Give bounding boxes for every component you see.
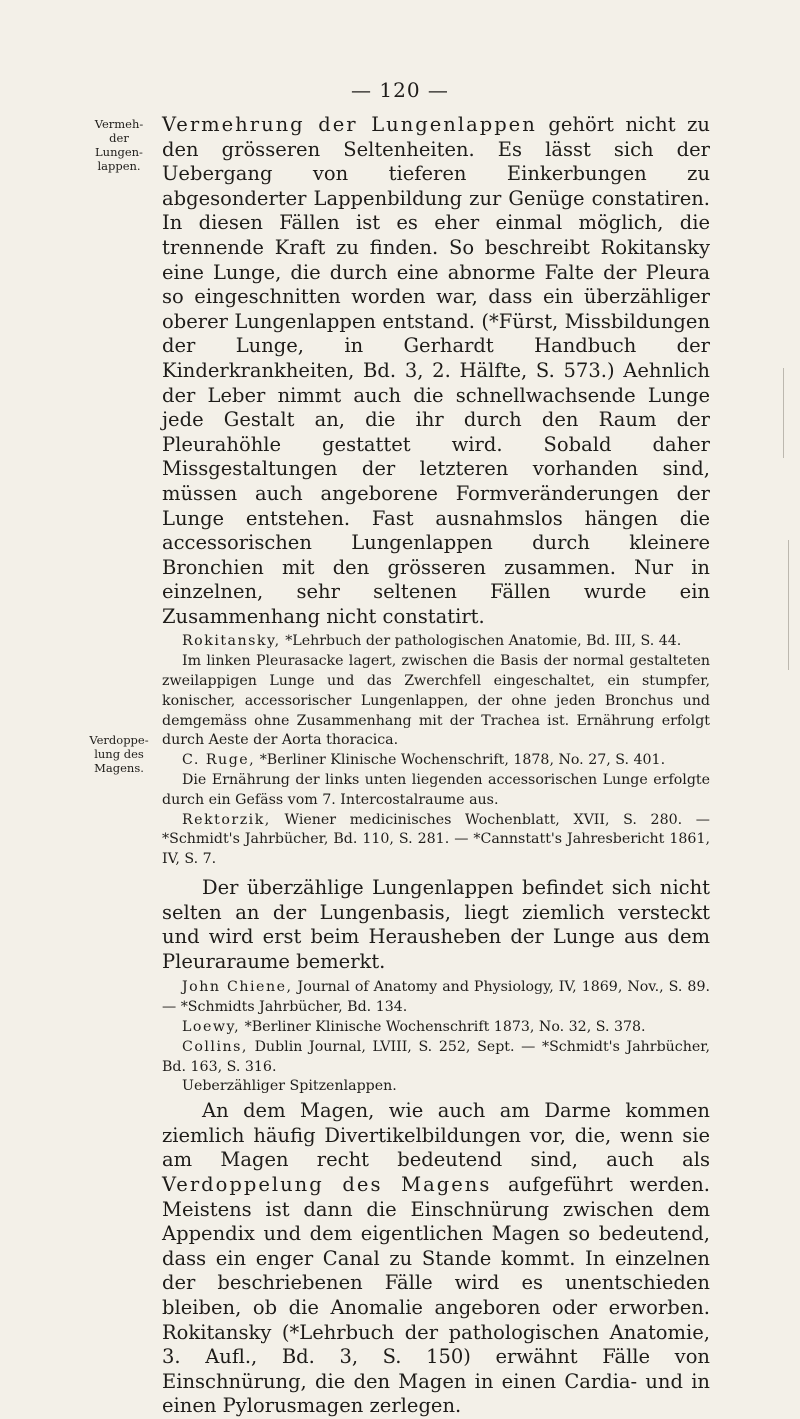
reference-text: Journal of Anatomy and Physiology, IV, 1869, Nov., S. 89. — *Schmidts Jahrbücher, Bd. 134. (162, 979, 710, 1016)
paragraph-text: aufgeführt werden. Meistens ist dann die Einschnürung zwischen dem Appendix und dem eigentlichen Magen so bedeutend, dass ein enger Canal zu Stande kommt. In einzelnen der beschriebenen Fälle wird es unentschieden bleiben, ob die Anomalie angeboren oder erworben. Rokitansky (*Lehrbuch der pathologischen Anatomie, 3. Aufl., Bd. 3, S. 150) erwähnt Fälle von Einschnürung, die den Magen in einen Cardia- und in einen Pylorusmagen zerlegen. (162, 1172, 710, 1418)
margin-note-verdoppelung (89, 733, 149, 775)
reference-author: Loewy, (182, 1019, 241, 1035)
margin-note-line: der Lungen- (95, 131, 143, 159)
reference-author: Rokitansky, (182, 633, 281, 650)
keyword-verdoppelung: Verdoppelung des Magens (162, 1172, 492, 1196)
margin-note-line: Verdoppe- (89, 733, 149, 747)
reference-detail: Ueberzähliger Spitzenlappen. (182, 1078, 397, 1095)
reference-author: Collins, (182, 1038, 248, 1055)
margin-note-line: Magens. (94, 761, 144, 775)
reference-rektorzik (162, 811, 710, 870)
reference-text: Dublin Journal, LVIII, S. 252, Sept. — *Schmidt's Jahrbücher, Bd. 163, S. 316. (162, 1038, 710, 1075)
reference-text: Wiener medicinisches Wochenblatt, XVII, S. 280. — *Schmidt's Jahrbücher, Bd. 110, S. 281. — *Cannstatt's Jahresbericht 1861, IV, S. 7. (162, 811, 710, 868)
reference-detail: Im linken Pleurasacke lagert, zwischen die Basis der normal gestalteten zweilappigen Lunge und das Zwerchfell eingeschaltet, ein stumpfer, konischer, accessorischer Lungenlappen, der ohne jeden Bronchus und demgemäss ohne Zusammenhang mit der Trachea ist. Ernährung erfolgt durch Aeste der Aorta thoracica. (162, 653, 710, 749)
paragraph-lungenbasis: Der überzählige Lungenlappen befindet sich nicht selten an der Lungenbasis, liegt ziemlich versteckt und wird erst beim Herausheben der Lunge aus dem Pleuraraume bemerkt. (162, 876, 710, 973)
paragraph-text: An dem Magen, wie auch am Darme kommen ziemlich häufig Divertikelbildungen vor, die, wenn sie am Magen recht bedeutend sind, auch als (162, 1099, 710, 1172)
reference-detail: Die Ernährung der links unten liegenden accessorischen Lunge erfolgte durch ein Gefäss vom 7. Intercostalraume aus. (162, 772, 710, 808)
reference-ruge (162, 751, 710, 771)
margin-note-line: Vermeh- (94, 117, 144, 131)
paragraph-magen (162, 1099, 710, 1419)
margin-note-line: lung des (94, 747, 144, 761)
margin-note-line: lappen. (97, 159, 141, 173)
main-text (162, 113, 710, 1419)
reference-text: *Lehrbuch der pathologischen Anatomie, Bd. III, S. 44. (280, 633, 682, 650)
paragraph-lungenlappen (162, 113, 710, 629)
reference-rokitansky (162, 632, 710, 652)
reference-author: John Chiene, (182, 979, 293, 996)
keyword-vermehrung: Vermehrung der Lungenlappen (162, 113, 537, 136)
reference-author: Rektorzik, (182, 811, 271, 828)
paragraph-text: gehört nicht zu den grösseren Seltenheiten. Es lässt sich der Uebergang von tieferen Einkerbungen zu abgesonderter Lappenbildung zur Genüge constatiren. In diesen Fällen ist es eher einmal möglich, die trennende Kraft zu finden. So beschreibt Rokitansky eine Lunge, die durch eine abnorme Falte der Pleura so eingeschnitten worden war, dass ein überzähliger oberer Lungenlappen entstand. (*Fürst, Missbildungen der Lunge, in Gerhardt Handbuch der Kinderkrankheiten, Bd. 3, 2. Hälfte, S. 573.) Aehnlich der Leber nimmt auch die schnellwachsende Lunge jede Gestalt an, die ihr durch den Raum der Pleurahöhle gestattet wird. Sobald daher Missgestaltungen der letzteren vorhanden sind, müssen auch angeborene Formveränderungen der Lunge entstehen. Fast ausnahmslos hängen die accessorischen Lungenlappen durch kleinere Bronchien mit den grösseren zusammen. Nur in einzelnen, sehr seltenen Fällen wurde ein Zusammenhang nicht constatirt. (162, 113, 710, 628)
reference-author: C. Ruge, (182, 752, 256, 769)
edge-mark (783, 368, 784, 458)
reference-text: *Berliner Klinische Wochenschrift, 1878, No. 27, S. 401. (255, 752, 666, 769)
page-number: — 120 — (351, 78, 449, 102)
reference-loewy (162, 1018, 710, 1038)
edge-mark (788, 540, 789, 670)
reference-collins (162, 1038, 710, 1078)
reference-text: *Berliner Klinische Wochenschrift 1873, No. 32, S. 378. (240, 1019, 646, 1035)
margin-note-vermehrung (89, 117, 149, 173)
reference-chiene (162, 978, 710, 1018)
